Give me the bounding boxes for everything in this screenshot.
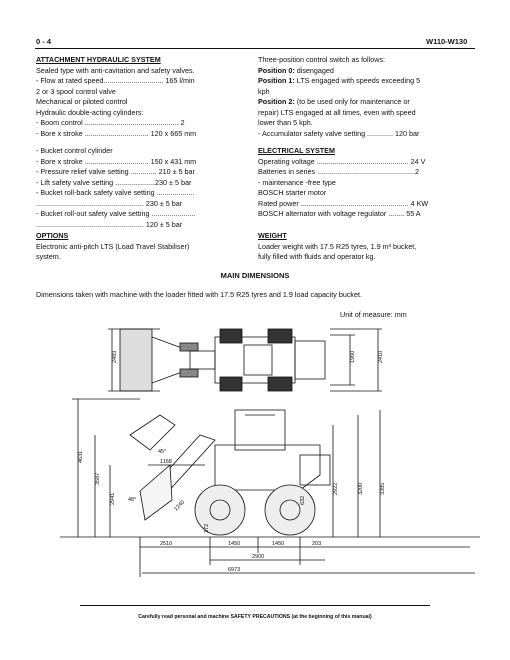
dim-632: 632 xyxy=(300,495,306,505)
dim-3587: 3587 xyxy=(95,472,101,485)
dim-1450-a: 1450 xyxy=(228,541,241,547)
left-col-line: - Bucket roll-back safety valve setting ................... xyxy=(36,188,195,197)
right-col-line: BOSCH alternator with voltage regulator ........ 55 A xyxy=(258,209,421,218)
right-col-line: Batteries in series .................................................2 xyxy=(258,167,419,176)
options-line-1: Electronic anti-pitch LTS (Load Travel Stabiliser) xyxy=(36,241,190,251)
options-line-2: system. xyxy=(36,252,61,261)
position-label: Position 2: xyxy=(258,97,295,106)
footer-rule xyxy=(80,605,430,606)
dim-372: 372 xyxy=(204,523,210,533)
angle-45: 45° xyxy=(158,449,167,455)
position-label: Position 1: xyxy=(258,76,295,85)
left-col-line: - Bore x stroke ................................ 150 x 431 mm xyxy=(36,156,197,166)
right-col-line: lower than 5 kph. xyxy=(258,118,313,127)
header-rule xyxy=(35,48,475,49)
footer-note: Carefully read personal and machine SAFETY PRECAUTIONS (at the beginning of this manual) xyxy=(138,614,372,620)
left-col-line: ...................................................... 120 ± 5 bar xyxy=(36,219,183,229)
right-column xyxy=(258,55,478,220)
dim-203: 203 xyxy=(312,541,322,547)
options-section xyxy=(36,231,189,263)
main-dimensions-title: MAIN DIMENSIONS xyxy=(220,271,290,280)
left-col-line: ATTACHMENT HYDRAULIC SYSTEM xyxy=(36,55,161,64)
left-col-line: - Pressure relief valve setting ............. 210 ± 5 bar xyxy=(36,167,195,176)
left-col-line: - Bore x stroke ................................ 120 x 665 mm xyxy=(36,128,197,138)
dim-2922: 2922 xyxy=(333,482,339,495)
options-title: OPTIONS xyxy=(36,231,69,240)
right-col-line: Rated power ...................................................... 4 KW xyxy=(258,198,429,208)
left-col-line: - Flow at rated speed.............................. 165 l/min xyxy=(36,76,195,85)
left-col-line: - Bucket roll-out safety valve setting ...................... xyxy=(36,209,196,218)
dim-2410: 2410 xyxy=(378,350,384,363)
unit-label: Unit of measure: mm xyxy=(340,310,407,319)
side-view-drawing xyxy=(60,399,480,577)
weight-line-1: Loader weight with 17.5 R25 tyres, 1.9 m³ bucket, xyxy=(258,241,417,251)
dim-1450-b: 1450 xyxy=(272,541,285,547)
right-col-line: kph xyxy=(258,86,270,96)
left-col-line: Hydraulic double-acting cylinders: xyxy=(36,107,144,117)
right-col-line: - maintenance -free type xyxy=(258,177,336,187)
dim-1168: 1168 xyxy=(160,459,172,465)
weight-line-2: fully filled with fluids and operator kg. xyxy=(258,252,376,261)
weight-title: WEIGHT xyxy=(258,231,287,240)
model-title: W110-W130 xyxy=(426,37,468,46)
left-col-line: - Lift safety valve setting ....................230 ± 5 bar xyxy=(36,177,192,187)
position-label: Position 0: xyxy=(258,65,295,75)
right-col-line: repair) LTS engaged at all times, even with speed xyxy=(258,107,416,117)
left-col-line xyxy=(36,139,236,146)
dimension-drawing xyxy=(0,315,510,605)
dim-4631: 4631 xyxy=(78,450,84,463)
right-col-line: Operating voltage .............................................. 24 V xyxy=(258,156,426,166)
dimensions-note: Dimensions taken with machine with the loader fitted with 17.5 R25 tyres and 1.9 load capacity bucket. xyxy=(36,290,363,299)
weight-section xyxy=(258,231,416,263)
left-col-line: - Bucket control cylinder xyxy=(36,146,113,155)
right-col-line: Position 1: LTS engaged with speeds exceeding 5 xyxy=(258,76,421,85)
left-col-line: Mechanical or piloted control xyxy=(36,97,128,106)
dim-2510: 2510 xyxy=(160,541,173,547)
dim-3385: 3385 xyxy=(380,482,386,495)
right-col-line: - Accumulator safety valve setting ............. 120 bar xyxy=(258,128,420,138)
dim-3200: 3200 xyxy=(358,482,364,495)
top-view-drawing xyxy=(108,329,382,391)
left-col-line: 2 or 3 spool control valve xyxy=(36,86,116,96)
right-col-line: ELECTRICAL SYSTEM xyxy=(258,146,335,155)
page-number: 0 - 4 xyxy=(36,37,52,46)
dim-2941: 2941 xyxy=(110,492,116,505)
dim-1240: 1240 xyxy=(173,499,187,513)
left-col-line: ...................................................... 230 ± 5 bar xyxy=(36,198,183,208)
dim-2483: 2483 xyxy=(112,350,118,363)
dim-6973: 6973 xyxy=(228,567,241,573)
right-col-line xyxy=(258,139,478,146)
left-col-line: - Boom control ............................................... 2 xyxy=(36,118,185,127)
right-col-line: Three-position control switch as follows: xyxy=(258,55,386,64)
dim-1960: 1960 xyxy=(350,350,356,363)
dim-2900: 2900 xyxy=(252,554,265,560)
right-col-line: BOSCH starter motor xyxy=(258,188,327,197)
right-col-line: Position 2: (to be used only for maintenance or xyxy=(258,97,410,106)
angle-48: 48° xyxy=(128,497,137,503)
right-col-line: Position 0: disengaged xyxy=(258,65,334,75)
left-col-line: Sealed type with anti-cavitation and safety valves. xyxy=(36,65,195,75)
left-column xyxy=(36,55,236,230)
